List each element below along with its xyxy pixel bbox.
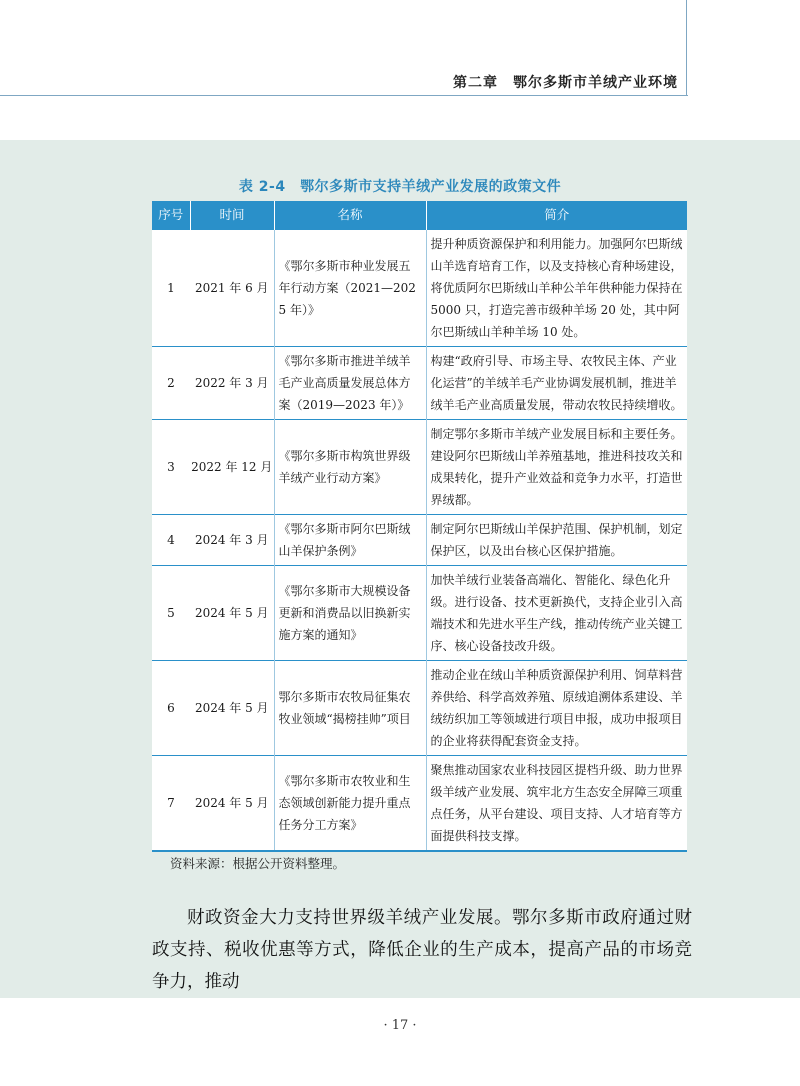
body-paragraph-block: [152, 902, 692, 998]
column-header-time: 时间: [190, 201, 274, 230]
row-time: 2021 年 6 月: [190, 230, 274, 347]
row-name: 《鄂尔多斯市推进羊绒羊毛产业高质量发展总体方案（2019—2023 年）》: [274, 347, 426, 420]
row-description: 聚焦推动国家农业科技园区提档升级、助力世界级羊绒产业发展、筑牢北方生态安全屏障三项重点任务，从平台建设、项目支持、人才培育等方面提供科技支撑。: [426, 756, 687, 852]
table-row: [152, 661, 687, 756]
row-index: 2: [152, 347, 190, 420]
row-time: 2022 年 3 月: [190, 347, 274, 420]
row-name: 《鄂尔多斯市农牧业和生态领域创新能力提升重点任务分工方案》: [274, 756, 426, 852]
body-paragraph: 财政资金大力支持世界级羊绒产业发展。鄂尔多斯市政府通过财政支持、税收优惠等方式，降低企业的生产成本，提高产品的市场竞争力，推动: [152, 908, 692, 992]
row-index: 7: [152, 756, 190, 852]
column-header-description: 简介: [426, 201, 687, 230]
table-row: [152, 420, 687, 515]
row-description: 加快羊绒行业装备高端化、智能化、绿色化升级。进行设备、技术更新换代，支持企业引入高端技术和先进水平生产线，推动传统产业关键工序、核心设备技改升级。: [426, 566, 687, 661]
table-row: [152, 756, 687, 852]
row-description: 提升种质资源保护和利用能力。加强阿尔巴斯绒山羊选育培育工作，以及支持核心育种场建设，将优质阿尔巴斯绒山羊种公羊年供种能力保持在 5000 只，打造完善市级种羊场 20 处，其中阿尔巴斯绒山羊种羊场 10 处。: [426, 230, 687, 347]
row-description: 制定鄂尔多斯市羊绒产业发展目标和主要任务。建设阿尔巴斯绒山羊养殖基地，推进科技攻关和成果转化，提升产业效益和竞争力水平，打造世界绒都。: [426, 420, 687, 515]
header-rule: [0, 95, 688, 96]
table-row: [152, 230, 687, 347]
row-description: 推动企业在绒山羊种质资源保护利用、饲草料营养供给、科学高效养殖、原绒追溯体系建设、羊绒纺织加工等领域进行项目申报，成功申报项目的企业将获得配套资金支持。: [426, 661, 687, 756]
row-index: 3: [152, 420, 190, 515]
row-name: 《鄂尔多斯市种业发展五年行动方案（2021—2025 年）》: [274, 230, 426, 347]
row-index: 1: [152, 230, 190, 347]
row-description: 制定阿尔巴斯绒山羊保护范围、保护机制，划定保护区，以及出台核心区保护措施。: [426, 515, 687, 566]
table-source-note: 资料来源：根据公开资料整理。: [170, 856, 346, 871]
table-title: 表 2-4 鄂尔多斯市支持羊绒产业发展的政策文件: [238, 179, 562, 195]
row-time: 2024 年 5 月: [190, 566, 274, 661]
column-header-name: 名称: [274, 201, 426, 230]
column-header-index: 序号: [152, 201, 190, 230]
chapter-header: 第二章 鄂尔多斯市羊绒产业环境: [453, 75, 678, 91]
table-header-row: [152, 201, 687, 230]
row-time: 2022 年 12 月: [190, 420, 274, 515]
row-time: 2024 年 5 月: [190, 661, 274, 756]
row-index: 4: [152, 515, 190, 566]
row-index: 5: [152, 566, 190, 661]
row-description: 构建“政府引导、市场主导、农牧民主体、产业化运营”的羊绒羊毛产业协调发展机制，推进羊绒羊毛产业高质量发展，带动农牧民持续增收。: [426, 347, 687, 420]
header-vertical-rule: [686, 0, 687, 96]
table-row: [152, 347, 687, 420]
table-row: [152, 515, 687, 566]
row-name: 鄂尔多斯市农牧局征集农牧业领域“揭榜挂帅”项目: [274, 661, 426, 756]
row-name: 《鄂尔多斯市阿尔巴斯绒山羊保护条例》: [274, 515, 426, 566]
row-time: 2024 年 3 月: [190, 515, 274, 566]
row-name: 《鄂尔多斯市大规模设备更新和消费品以旧换新实施方案的通知》: [274, 566, 426, 661]
table-row: [152, 566, 687, 661]
row-time: 2024 年 5 月: [190, 756, 274, 852]
policy-table: [152, 201, 687, 852]
row-index: 6: [152, 661, 190, 756]
page-number: · 17 ·: [383, 1018, 417, 1033]
row-name: 《鄂尔多斯市构筑世界级羊绒产业行动方案》: [274, 420, 426, 515]
